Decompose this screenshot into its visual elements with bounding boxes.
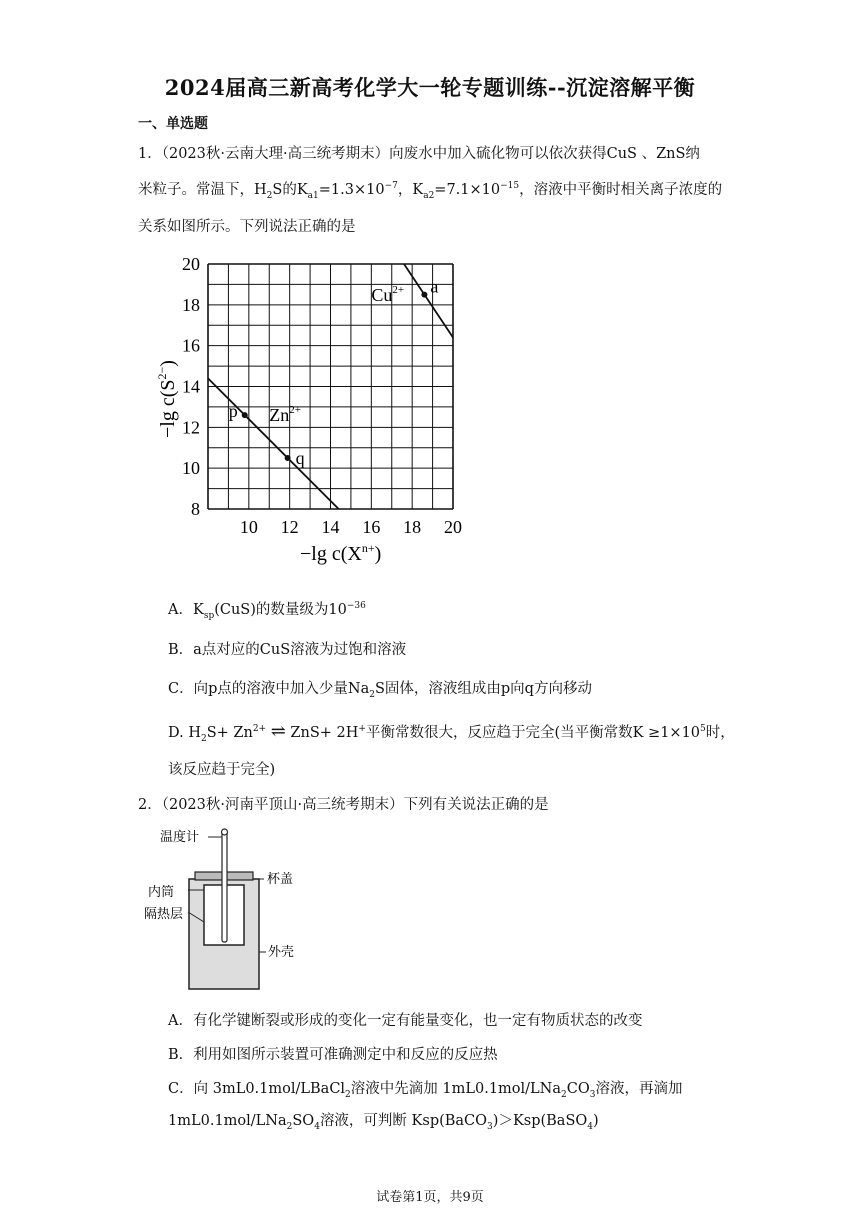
- point-q: [285, 455, 291, 461]
- point-label-p: p: [228, 401, 238, 422]
- q1-option-d[interactable]: D. $H_2S+ Zn^{2+}$ ⇌ ZnS+ 2H+平衡常数很大，反应趋于完全(当平衡常数$K \ge 1\times 10^5$时，: [168, 721, 735, 744]
- y-tick-label: 20: [182, 254, 200, 274]
- series-line-zn: [208, 378, 339, 509]
- calorimeter-diagram: [140, 822, 330, 994]
- y-tick-label: 12: [182, 417, 200, 438]
- q1-option-b[interactable]: B．a点对应的CuS溶液为过饱和溶液: [168, 642, 407, 658]
- series-line-cu: [404, 264, 453, 338]
- q2-option-b[interactable]: B．利用如图所示装置可准确测定中和反应的反应热: [168, 1047, 498, 1063]
- q2-option-a[interactable]: A．有化学键断裂或形成的变化一定有能量变化，也一定有物质状态的改变: [168, 1013, 643, 1029]
- page-footer: 试卷第1页，共9页: [376, 1190, 484, 1205]
- x-tick-label: 16: [362, 517, 381, 537]
- label-shell: 外壳: [268, 944, 295, 959]
- thermometer: [222, 830, 227, 942]
- x-tick-label: 18: [403, 517, 422, 537]
- label-inner: 内筒: [148, 884, 175, 899]
- series-label-zn: $Zn^{2+}$: [269, 404, 301, 426]
- q2-option-c-cont: $1mL0.1mol/LNa_2SO_4$溶液，可判断 Ksp(BaCO$_3$)＞Ksp(BaSO$_4$): [168, 1113, 599, 1132]
- y-tick-label: 18: [182, 294, 200, 315]
- q1-option-c[interactable]: C．向p点的溶液中加入少量$Na_2S$固体，溶液组成由p向q方向移动: [168, 681, 592, 700]
- point-label-a: a: [430, 276, 439, 297]
- x-axis-label: −lg $c(X^{n+})$: [300, 541, 382, 565]
- series-label-cu: $Cu^{2+}$: [371, 283, 405, 305]
- label-thermometer: 温度计: [160, 829, 200, 844]
- q1-stem-line3: 关系如图所示。下列说法正确的是: [138, 219, 356, 235]
- point-a: [421, 292, 427, 298]
- y-tick-label: 8: [191, 499, 200, 519]
- page-title: 2024届高三新高考化学大一轮专题训练--沉淀溶解平衡: [164, 75, 696, 100]
- x-tick-label: 20: [444, 517, 462, 537]
- point-label-q: q: [295, 447, 305, 468]
- chart-grid: [208, 264, 453, 509]
- ion-concentration-chart: [150, 248, 480, 578]
- x-tick-label: 10: [239, 517, 258, 537]
- y-tick-label: 16: [182, 335, 200, 356]
- section-heading: 一、单选题: [138, 116, 208, 132]
- q2-option-c[interactable]: C．向 3mL0.1mol/LBaCl$_2$溶液中先滴加 $1mL0.1mol/LNa_2CO_3$溶液，再滴加: [168, 1081, 683, 1100]
- y-axis-label: −lg $c(S^{2-})$: [155, 360, 179, 438]
- label-lid: 杯盖: [267, 871, 294, 886]
- q2-stem: 2．（2023秋·河南平顶山·高三统考期末）下列有关说法正确的是: [138, 797, 549, 813]
- x-tick-label: 14: [321, 517, 340, 537]
- q1-stem-line2: 米粒子。常温下，$H_2S$的$K_{a1}=1.3\times 10^{-7}$，$K_{a2}=7.1\times 10^{-15}$，溶液中平衡时相关离子浓度的: [138, 181, 723, 201]
- x-tick-label: 12: [280, 517, 299, 537]
- y-tick-label: 14: [182, 376, 200, 397]
- y-tick-label: 10: [182, 458, 200, 479]
- q1-option-d-cont: 该反应趋于完全): [168, 762, 276, 778]
- q1-stem-line1: 1．（2023秋·云南大理·高三统考期末）向废水中加入硫化物可以依次获得CuS 、ZnS纳: [138, 146, 700, 162]
- q1-option-a[interactable]: A．$K_{sp}(CuS)$的数量级为$10^{-36}$: [168, 601, 366, 621]
- point-p: [242, 412, 248, 418]
- label-insulation: 隔热层: [144, 906, 184, 921]
